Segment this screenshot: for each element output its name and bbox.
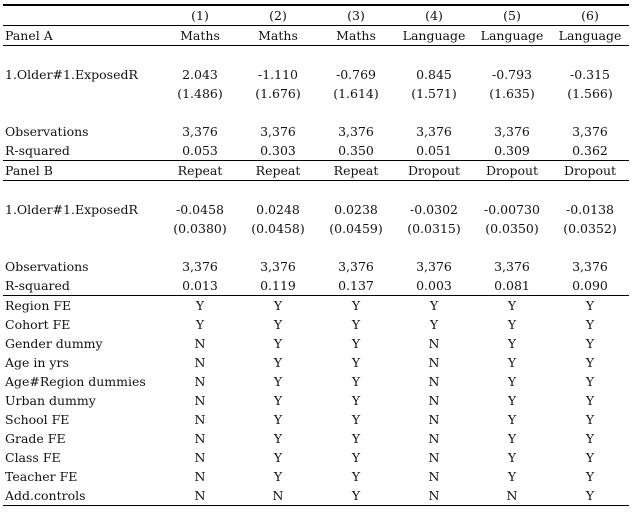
- control-flag: N: [194, 450, 206, 465]
- coef-value: 2.043: [182, 67, 218, 82]
- column-number: (6): [551, 5, 629, 26]
- control-flag: Y: [585, 336, 595, 351]
- se-value: (0.0315): [407, 221, 461, 236]
- panel-b-obs-row: [3, 257, 629, 276]
- control-label: Urban dummy: [5, 393, 96, 408]
- se-value: (0.0458): [251, 221, 305, 236]
- control-flag: Y: [585, 412, 595, 427]
- coef-value: -0.00730: [484, 202, 540, 217]
- coef-label: 1.Older#1.ExposedR: [5, 202, 138, 217]
- control-flag: N: [161, 486, 239, 506]
- control-label: Add.controls: [3, 486, 161, 506]
- obs-label: Observations: [5, 259, 89, 274]
- coef-value: -0.769: [335, 67, 376, 82]
- control-flag: N: [194, 374, 206, 389]
- control-flag: Y: [195, 298, 205, 313]
- r2-value: 0.081: [473, 276, 551, 296]
- control-flag: N: [395, 486, 473, 506]
- control-row: [3, 410, 629, 429]
- control-flag: Y: [585, 317, 595, 332]
- r2-value: 0.090: [551, 276, 629, 296]
- control-flag: Y: [507, 355, 517, 370]
- panel-a-obs-row: [3, 122, 629, 141]
- control-label: Gender dummy: [5, 336, 103, 351]
- control-flag: Y: [507, 412, 517, 427]
- control-flag: Y: [507, 336, 517, 351]
- control-flag: Y: [273, 355, 283, 370]
- control-flag: N: [428, 374, 440, 389]
- control-flag: Y: [273, 374, 283, 389]
- control-flag: Y: [507, 298, 517, 313]
- coef-value: 0.0248: [256, 202, 300, 217]
- r2-value: 0.137: [317, 276, 395, 296]
- control-flag: Y: [585, 469, 595, 484]
- coef-value: -0.315: [569, 67, 610, 82]
- control-row: [3, 467, 629, 486]
- control-flag: Y: [585, 374, 595, 389]
- control-flag: Y: [273, 298, 283, 313]
- control-flag: N: [428, 412, 440, 427]
- obs-value: 3,376: [260, 259, 296, 274]
- control-flag: Y: [429, 298, 439, 313]
- control-flag: N: [194, 412, 206, 427]
- control-flag: N: [428, 336, 440, 351]
- control-flag: Y: [551, 486, 629, 506]
- r2-value: 0.053: [161, 141, 239, 161]
- control-row: [3, 486, 629, 506]
- r2-value: 0.303: [239, 141, 317, 161]
- control-flag: Y: [507, 450, 517, 465]
- se-value: (1.676): [255, 86, 301, 101]
- coef-label: 1.Older#1.ExposedR: [5, 67, 138, 82]
- se-value: (1.571): [411, 86, 457, 101]
- control-flag: Y: [273, 469, 283, 484]
- r2-label: R-squared: [3, 141, 161, 161]
- control-flag: Y: [273, 450, 283, 465]
- control-flag: Y: [507, 431, 517, 446]
- coef-value: -0.0458: [176, 202, 224, 217]
- panel-a-coef-row: [3, 65, 629, 84]
- control-flag: Y: [507, 374, 517, 389]
- column-number: (5): [473, 5, 551, 26]
- obs-value: 3,376: [494, 124, 530, 139]
- panel-b-label: Panel B: [3, 161, 161, 181]
- control-flag: Y: [195, 317, 205, 332]
- control-flag: Y: [351, 431, 361, 446]
- se-value: (1.486): [177, 86, 223, 101]
- control-flag: N: [194, 393, 206, 408]
- obs-value: 3,376: [572, 124, 608, 139]
- spacer-row: [3, 46, 629, 66]
- control-flag: Y: [273, 393, 283, 408]
- coef-value: 0.0238: [334, 202, 378, 217]
- r2-value: 0.003: [395, 276, 473, 296]
- r2-value: 0.051: [395, 141, 473, 161]
- r2-value: 0.350: [317, 141, 395, 161]
- r2-value: 0.362: [551, 141, 629, 161]
- control-flag: Y: [351, 469, 361, 484]
- regression-table: [3, 4, 629, 506]
- obs-value: 3,376: [416, 124, 452, 139]
- control-row: [3, 391, 629, 410]
- control-flag: N: [194, 355, 206, 370]
- control-flag: Y: [273, 412, 283, 427]
- coef-value: -0.793: [491, 67, 532, 82]
- r2-value: 0.119: [239, 276, 317, 296]
- outcome-label: Maths: [239, 26, 317, 46]
- control-flag: Y: [351, 317, 361, 332]
- control-flag: N: [473, 486, 551, 506]
- spacer-row: [3, 238, 629, 257]
- se-value: (1.635): [489, 86, 535, 101]
- control-flag: N: [194, 336, 206, 351]
- coef-value: 0.845: [416, 67, 452, 82]
- control-flag: Y: [351, 336, 361, 351]
- obs-value: 3,376: [182, 259, 218, 274]
- control-flag: Y: [507, 393, 517, 408]
- outcome-label: Repeat: [317, 161, 395, 181]
- outcome-label: Language: [395, 26, 473, 46]
- controls-section: [3, 296, 629, 506]
- control-label: Teacher FE: [5, 469, 78, 484]
- outcome-label: Maths: [161, 26, 239, 46]
- control-flag: Y: [273, 317, 283, 332]
- column-number: (4): [395, 5, 473, 26]
- control-label: Grade FE: [5, 431, 66, 446]
- control-flag: N: [428, 355, 440, 370]
- obs-value: 3,376: [182, 124, 218, 139]
- outcome-label: Repeat: [239, 161, 317, 181]
- outcome-label: Language: [473, 26, 551, 46]
- control-row: [3, 315, 629, 334]
- coef-value: -0.0138: [566, 202, 614, 217]
- control-flag: N: [194, 469, 206, 484]
- panel-b-se-row: [3, 219, 629, 238]
- outcome-label: Dropout: [395, 161, 473, 181]
- se-value: (0.0352): [563, 221, 617, 236]
- control-flag: N: [428, 393, 440, 408]
- control-flag: Y: [351, 374, 361, 389]
- control-label: Age#Region dummies: [5, 374, 146, 389]
- panel-a-header-row: [3, 26, 629, 46]
- se-value: (0.0380): [173, 221, 227, 236]
- control-flag: Y: [585, 393, 595, 408]
- control-flag: Y: [351, 412, 361, 427]
- coef-value: -0.0302: [410, 202, 458, 217]
- control-flag: Y: [351, 298, 361, 313]
- panel-b-r2-row: [3, 276, 629, 296]
- header-blank-cell: [3, 5, 161, 26]
- obs-value: 3,376: [260, 124, 296, 139]
- control-flag: N: [428, 450, 440, 465]
- obs-value: 3,376: [572, 259, 608, 274]
- control-flag: Y: [351, 393, 361, 408]
- panel-a-r2-row: [3, 141, 629, 161]
- control-label: Age in yrs: [5, 355, 69, 370]
- control-flag: Y: [585, 298, 595, 313]
- control-row: [3, 334, 629, 353]
- outcome-label: Maths: [317, 26, 395, 46]
- column-number: (2): [239, 5, 317, 26]
- panel-b-coef-row: [3, 200, 629, 219]
- outcome-label: Dropout: [551, 161, 629, 181]
- se-value: (1.566): [567, 86, 613, 101]
- column-number: (1): [161, 5, 239, 26]
- control-flag: N: [428, 431, 440, 446]
- outcome-label: Language: [551, 26, 629, 46]
- obs-value: 3,376: [494, 259, 530, 274]
- panel-b-header-row: [3, 161, 629, 181]
- se-value: (1.614): [333, 86, 379, 101]
- control-flag: Y: [507, 317, 517, 332]
- control-row: [3, 448, 629, 467]
- obs-value: 3,376: [338, 124, 374, 139]
- control-flag: Y: [273, 336, 283, 351]
- outcome-label: Repeat: [161, 161, 239, 181]
- r2-label: R-squared: [3, 276, 161, 296]
- control-label: Region FE: [5, 298, 72, 313]
- control-flag: Y: [585, 355, 595, 370]
- control-flag: Y: [317, 486, 395, 506]
- control-label: School FE: [5, 412, 70, 427]
- control-flag: Y: [273, 431, 283, 446]
- control-flag: N: [194, 431, 206, 446]
- panel-a-se-row: [3, 84, 629, 103]
- control-label: Cohort FE: [5, 317, 71, 332]
- outcome-label: Dropout: [473, 161, 551, 181]
- control-flag: Y: [351, 450, 361, 465]
- obs-value: 3,376: [338, 259, 374, 274]
- control-flag: Y: [507, 469, 517, 484]
- control-row: [3, 296, 629, 316]
- se-value: (0.0350): [485, 221, 539, 236]
- control-row: [3, 429, 629, 448]
- obs-value: 3,376: [416, 259, 452, 274]
- control-flag: Y: [429, 317, 439, 332]
- r2-value: 0.309: [473, 141, 551, 161]
- control-flag: N: [239, 486, 317, 506]
- se-value: (0.0459): [329, 221, 383, 236]
- control-row: [3, 372, 629, 391]
- panel-a-label: Panel A: [3, 26, 161, 46]
- control-label: Class FE: [5, 450, 61, 465]
- spacer-row: [3, 181, 629, 201]
- control-flag: N: [428, 469, 440, 484]
- column-number-row: [3, 5, 629, 26]
- obs-label: Observations: [5, 124, 89, 139]
- control-flag: Y: [585, 431, 595, 446]
- control-row: [3, 353, 629, 372]
- coef-value: -1.110: [257, 67, 298, 82]
- spacer-row: [3, 103, 629, 122]
- control-flag: Y: [585, 450, 595, 465]
- column-number: (3): [317, 5, 395, 26]
- r2-value: 0.013: [161, 276, 239, 296]
- control-flag: Y: [351, 355, 361, 370]
